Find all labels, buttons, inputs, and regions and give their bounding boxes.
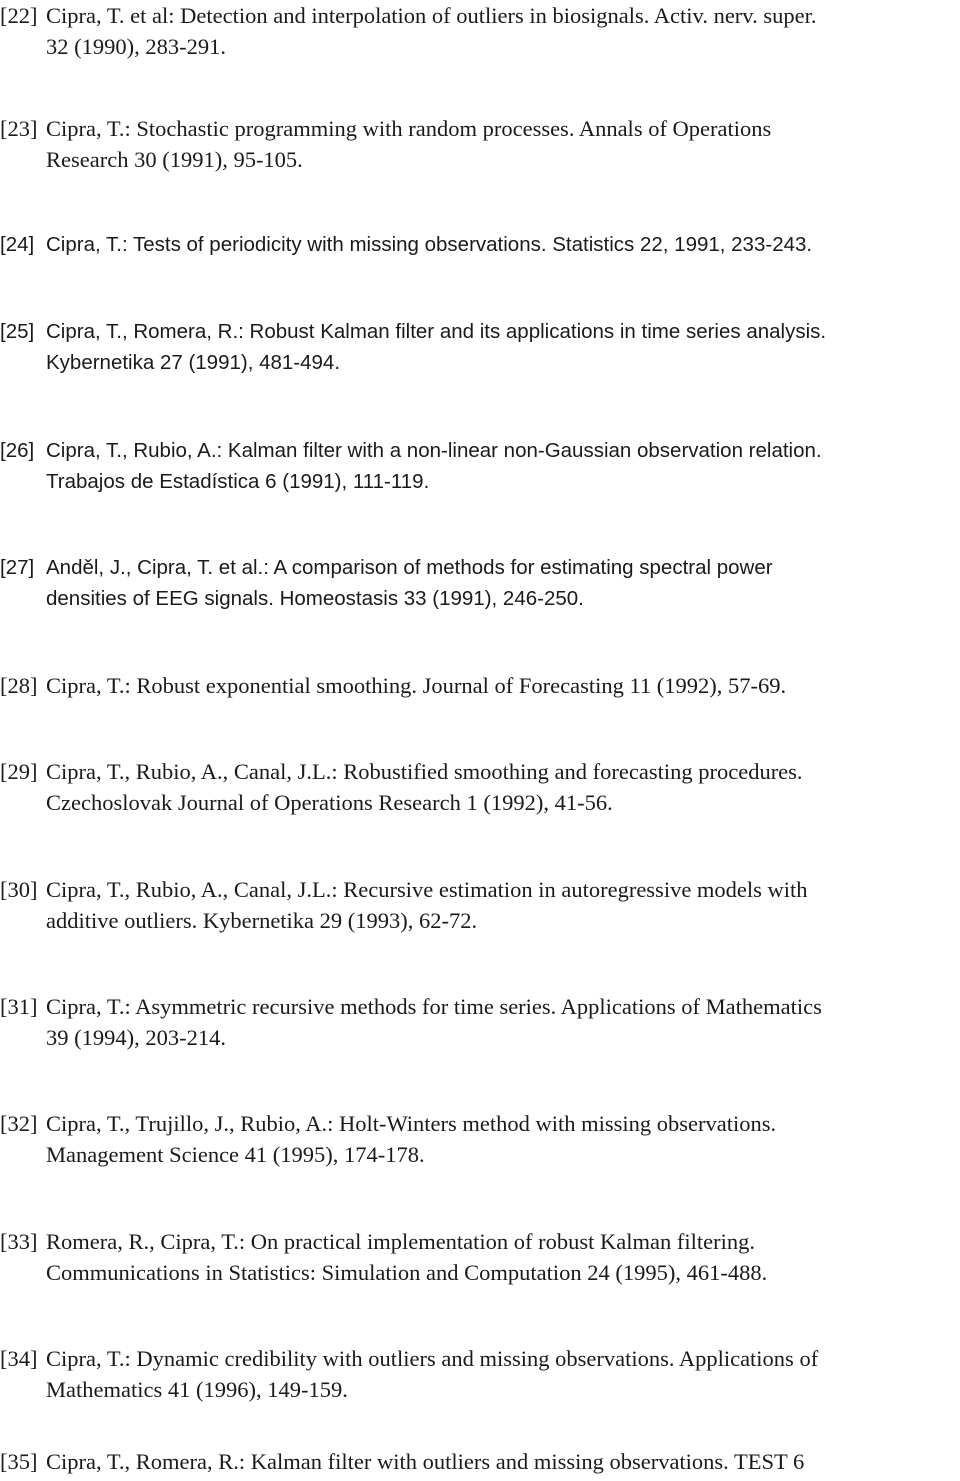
reference-text-line: densities of EEG signals. Homeostasis 33 (1991), 246-250. <box>46 587 584 610</box>
reference-34 <box>0 1343 960 1405</box>
reference-text-line: Czechoslovak Journal of Operations Research 1 (1992), 41-56. <box>46 790 613 815</box>
reference-22 <box>0 0 960 62</box>
reference-number: [30] <box>0 877 38 902</box>
reference-number: [24] <box>0 233 35 256</box>
reference-text-line: Anděl, J., Cipra, T. et al.: A comparison of methods for estimating spectral power <box>46 556 773 579</box>
reference-number: [31] <box>0 994 38 1019</box>
reference-text-line: Romera, R., Cipra, T.: On practical implementation of robust Kalman filtering. <box>46 1229 755 1254</box>
reference-number: [35] <box>0 1449 38 1474</box>
reference-text-line: 39 (1994), 203-214. <box>46 1025 226 1050</box>
reference-29 <box>0 756 960 818</box>
reference-32 <box>0 1108 960 1170</box>
reference-text-line: Cipra, T.: Robust exponential smoothing. Journal of Forecasting 11 (1992), 57-69. <box>46 673 787 698</box>
reference-number: [28] <box>0 673 38 698</box>
reference-33 <box>0 1226 960 1288</box>
reference-text-line: Communications in Statistics: Simulation and Computation 24 (1995), 461-488. <box>46 1260 768 1285</box>
reference-number: [32] <box>0 1111 38 1136</box>
reference-27 <box>0 552 960 614</box>
reference-text-line: Research 30 (1991), 95-105. <box>46 147 303 172</box>
reference-text-line: Cipra, T.: Stochastic programming with random processes. Annals of Operations <box>46 116 772 141</box>
reference-text-line: Cipra, T., Rubio, A., Canal, J.L.: Recursive estimation in autoregressive models with <box>46 877 808 902</box>
reference-text-line: Cipra, T., Rubio, A.: Kalman filter with a non-linear non-Gaussian observation relation. <box>46 439 822 462</box>
reference-23 <box>0 113 960 175</box>
reference-text-line: additive outliers. Kybernetika 29 (1993), 62-72. <box>46 908 478 933</box>
reference-number: [34] <box>0 1346 38 1371</box>
reference-text-line: 32 (1990), 283-291. <box>46 34 226 59</box>
reference-text-line: Cipra, T.: Asymmetric recursive methods for time series. Applications of Mathematics <box>46 994 822 1019</box>
reference-text-line: Management Science 41 (1995), 174-178. <box>46 1142 425 1167</box>
reference-text-line: Cipra, T.: Tests of periodicity with missing observations. Statistics 22, 1991, 233-243. <box>46 233 813 256</box>
reference-number: [25] <box>0 320 35 343</box>
reference-text-line: Kybernetika 27 (1991), 481-494. <box>46 351 341 374</box>
reference-24 <box>0 229 960 260</box>
reference-number: [29] <box>0 759 38 784</box>
reference-text-line: Cipra, T., Romera, R.: Robust Kalman filter and its applications in time series analysis. <box>46 320 827 343</box>
reference-number: [33] <box>0 1229 38 1254</box>
reference-text-line: Trabajos de Estadística 6 (1991), 111-119. <box>46 470 430 493</box>
reference-number: [26] <box>0 439 35 462</box>
reference-35 <box>0 1446 960 1477</box>
reference-number: [23] <box>0 116 38 141</box>
reference-25 <box>0 316 960 378</box>
reference-text-line: Cipra, T., Romera, R.: Kalman filter with outliers and missing observations. TEST 6 <box>46 1449 805 1474</box>
reference-number: [27] <box>0 556 35 579</box>
reference-28 <box>0 670 960 701</box>
reference-text-line: Cipra, T., Trujillo, J., Rubio, A.: Holt-Winters method with missing observations. <box>46 1111 777 1136</box>
reference-text-line: Cipra, T., Rubio, A., Canal, J.L.: Robustified smoothing and forecasting procedures. <box>46 759 803 784</box>
reference-text-line: Mathematics 41 (1996), 149-159. <box>46 1377 348 1402</box>
reference-30 <box>0 874 960 936</box>
reference-31 <box>0 991 960 1053</box>
reference-26 <box>0 435 960 497</box>
reference-text-line: Cipra, T.: Dynamic credibility with outliers and missing observations. Applications of <box>46 1346 819 1371</box>
reference-text-line: Cipra, T. et al: Detection and interpolation of outliers in biosignals. Activ. nerv. super. <box>46 3 817 28</box>
reference-number: [22] <box>0 3 38 28</box>
